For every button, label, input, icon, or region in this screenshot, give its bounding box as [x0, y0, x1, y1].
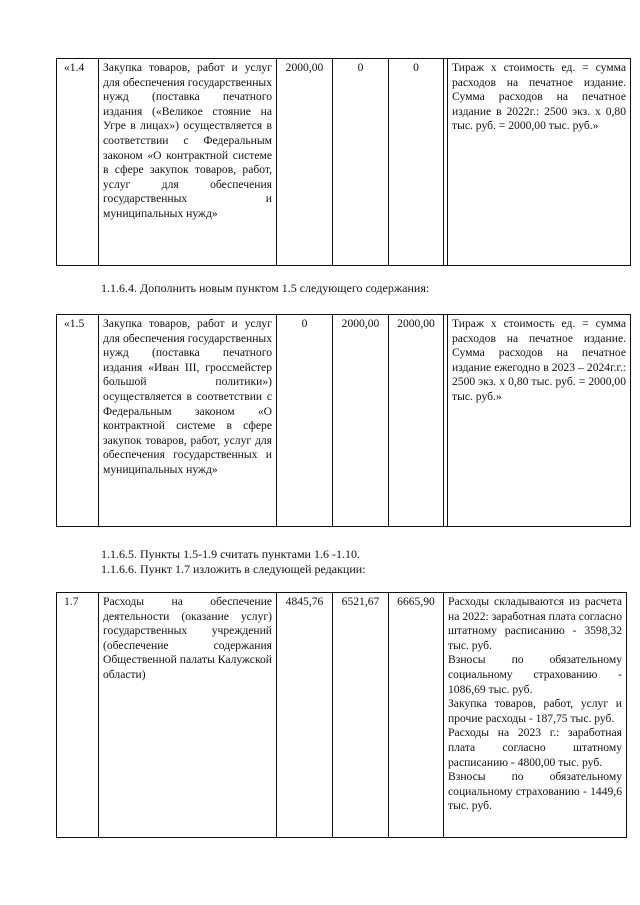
justification-line: Расходы на 2023 г.: заработная плата согласно штатному расписанию - 4800,00 тыс. руб. — [448, 726, 622, 769]
item-justification: Тираж х стоимость ед. = сумма расходов на печатное издание. Сумма расходов на печатное издание ежегодно в 2023 – 2024г.г.: 2500 экз. х 0,80 тыс. руб. = 2000,00 тыс. руб.» — [448, 315, 631, 527]
value-2024: 2000,00 — [389, 315, 444, 527]
budget-table-item-1-5 — [56, 314, 631, 527]
paragraph-1-1-6-6: 1.1.6.6. Пункт 1.7 изложить в следующей редакции: — [101, 562, 366, 576]
item-number: «1.4 — [57, 59, 99, 266]
item-description: Закупка товаров, работ и услуг для обеспечения государственных нужд (поставка печатного издания «Иван III, гроссмейстер большой политики») осуществляется в соответствии с Федеральным законом «О контрактной системе в сфере закупок товаров, работ, услуг для обеспечения государственных и муниципальных нужд» — [99, 315, 277, 527]
budget-table-item-1-4 — [56, 58, 631, 266]
paragraph-1-1-6-5: 1.1.6.5. Пункты 1.5-1.9 считать пунктами 1.6 -1.10. — [101, 547, 360, 561]
value-2023: 6521,67 — [333, 593, 389, 838]
table-row — [57, 315, 631, 527]
justification-line: Расходы складываются из расчета на 2022: заработная плата согласно штатному расписанию - 3598,32 тыс. руб. — [448, 595, 622, 652]
value-2022: 4845,76 — [277, 593, 333, 838]
item-number: «1.5 — [57, 315, 99, 527]
item-justification — [444, 593, 627, 838]
item-description: Расходы на обеспечение деятельности (оказание услуг) государственных учреждений (обеспечение содержания Общественной палаты Калужской области) — [99, 593, 277, 838]
justification-line: Взносы по обязательному социальному страхованию - 1086,69 тыс. руб. — [448, 653, 622, 696]
value-2024: 6665,90 — [389, 593, 444, 838]
item-description: Закупка товаров, работ и услуг для обеспечения государственных нужд (поставка печатного издания («Великое стояние на Угре в лицах») осуществляется в соответствии с Федеральным законом «О контрактной системе в сфере закупок товаров, работ, услуг для обеспечения государственных и муниципальных нужд» — [99, 59, 277, 266]
item-justification: Тираж х стоимость ед. = сумма расходов на печатное издание. Сумма расходов на печатное издание в 2022г.: 2500 экз. х 0,80 тыс. руб. = 2000,00 тыс. руб.» — [448, 59, 631, 266]
budget-table-item-1-7 — [56, 592, 627, 838]
value-2023: 0 — [333, 59, 389, 266]
paragraph-1-1-6-4: 1.1.6.4. Дополнить новым пунктом 1.5 следующего содержания: — [101, 281, 430, 295]
item-number: 1.7 — [57, 593, 99, 838]
justification-line: Закупка товаров, работ, услуг и прочие расходы - 187,75 тыс. руб. — [448, 697, 622, 725]
table-row — [57, 59, 631, 266]
value-2022: 2000,00 — [277, 59, 333, 266]
justification-line: Взносы по обязательному социальному страхованию - 1449,6 тыс. руб. — [448, 770, 622, 813]
value-2022: 0 — [277, 315, 333, 527]
table-row — [57, 593, 627, 838]
value-2023: 2000,00 — [333, 315, 389, 527]
value-2024: 0 — [389, 59, 444, 266]
